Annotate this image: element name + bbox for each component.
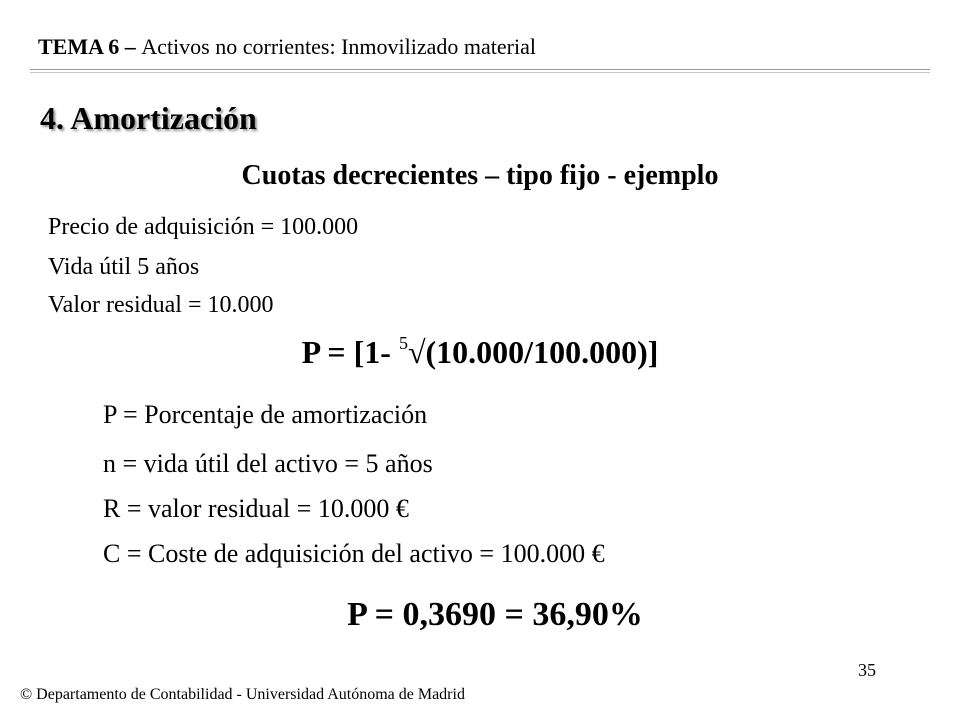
header-divider: [30, 69, 930, 70]
page-number: 35: [858, 660, 876, 680]
formula-right: (10.000/100.000)]: [425, 334, 659, 370]
section-title: 4. Amortización: [40, 100, 257, 136]
definition-acquisition-cost: C = Coste de adquisición del activo = 100.000 €: [103, 539, 605, 568]
definition-useful-life: n = vida útil del activo = 5 años: [103, 449, 433, 478]
info-purchase-price: Precio de adquisición = 100.000: [48, 214, 359, 240]
header-title: [38, 33, 536, 61]
header-divider-secondary: [30, 72, 930, 73]
header-subject: Activos no corrientes: Inmovilizado material: [141, 34, 536, 59]
definition-residual-value: R = valor residual = 10.000 €: [103, 494, 409, 523]
header-topic: TEMA 6: [38, 34, 120, 59]
formula-root-sign: √: [407, 334, 426, 370]
header-separator: –: [119, 34, 142, 59]
depreciation-formula: [0, 334, 960, 371]
info-useful-life: Vida útil 5 años: [48, 254, 200, 280]
formula-root-index: 5: [398, 333, 408, 354]
slide-subtitle: Cuotas decrecientes – tipo fijo - ejemplo: [241, 160, 719, 191]
info-residual-value: Valor residual = 10.000: [48, 292, 274, 318]
footer-copyright: © Departamento de Contabilidad - Universidad Autónoma de Madrid: [20, 686, 465, 703]
formula-left: P = [1-: [301, 334, 399, 370]
result-formula: P = 0,3690 = 36,90%: [347, 596, 643, 633]
definition-percentage: P = Porcentaje de amortización: [103, 400, 428, 429]
